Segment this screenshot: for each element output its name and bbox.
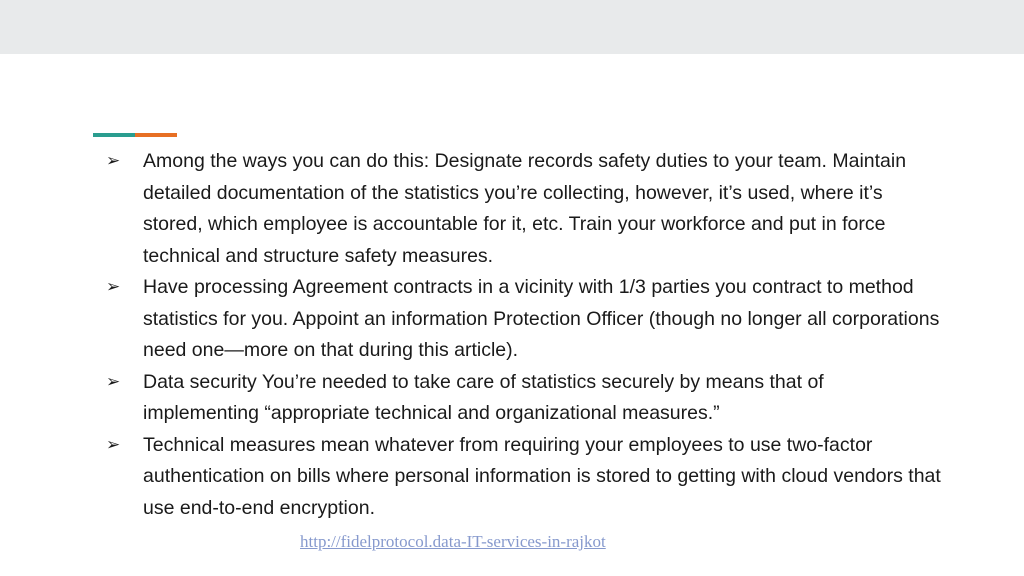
accent-line-teal xyxy=(93,133,135,137)
bullet-text: Technical measures mean whatever from requiring your employees to use two-factor authentication on bills where personal information is stored to getting with cloud vendors that use end-to-end encryption. xyxy=(143,433,941,519)
arrow-bullet-icon: ➢ xyxy=(106,151,121,171)
bullet-item xyxy=(104,430,944,525)
accent-line-orange xyxy=(135,133,177,137)
bullet-text: Among the ways you can do this: Designate records safety duties to your team. Maintain detailed documentation of the statistics you’re collecting, however, it’s used, where it’s stored, which employee is accountable for it, etc. Train your workforce and put in force technical and structure safety measures. xyxy=(143,150,907,267)
arrow-bullet-icon: ➢ xyxy=(106,434,121,455)
bullet-item xyxy=(104,367,944,430)
bullet-text: Data security You’re needed to take care of statistics securely by means that of implementing “appropriate technical and organizational measures.” xyxy=(143,370,824,424)
footer-link[interactable]: http://fidelprotocol.data-IT-services-in-rajkot xyxy=(300,532,606,551)
top-band xyxy=(0,0,1024,54)
arrow-bullet-icon: ➢ xyxy=(106,371,121,392)
bullet-item xyxy=(104,272,944,367)
bullet-list xyxy=(104,146,944,524)
arrow-bullet-icon: ➢ xyxy=(106,277,121,297)
bullet-item xyxy=(104,146,944,272)
bullet-text: Have processing Agreement contracts in a vicinity with 1/3 parties you contract to method statistics for you. Appoint an information Protection Officer (though no longer all corporations need one—more on that during this article). xyxy=(143,276,940,361)
